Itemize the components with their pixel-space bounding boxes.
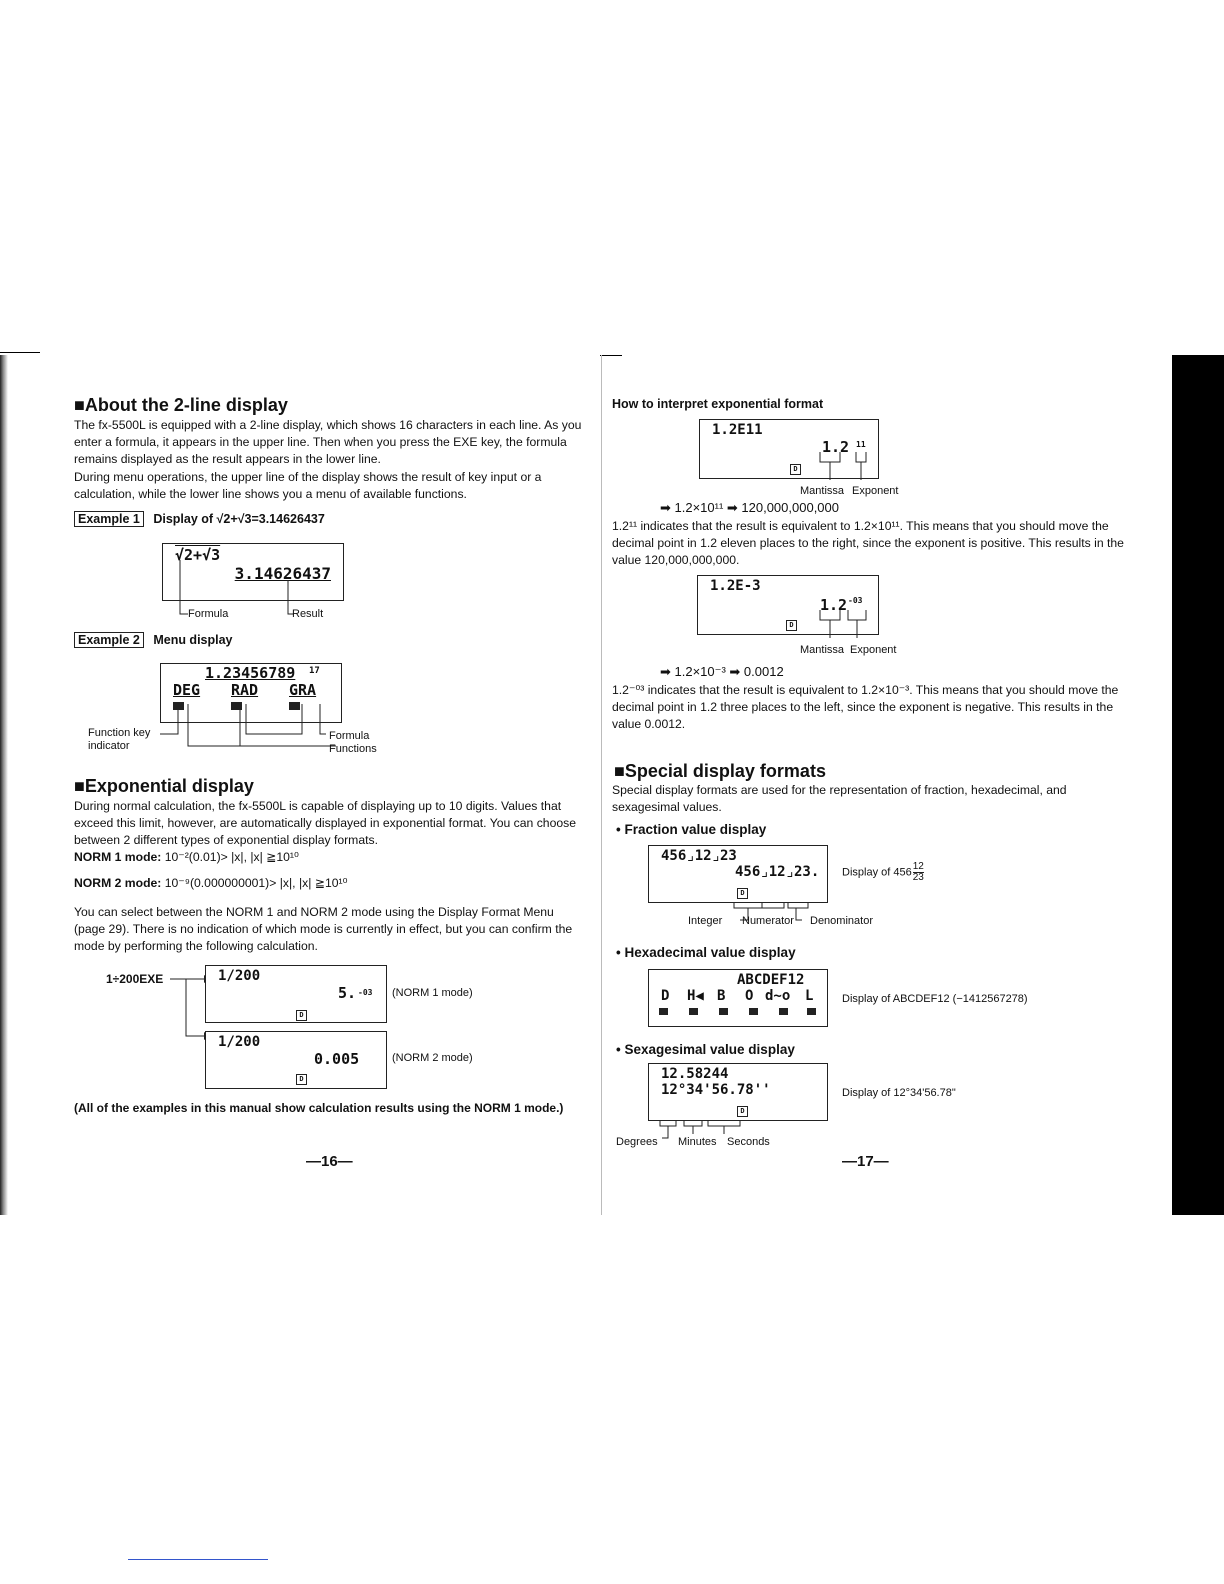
ex1-formula-label: Formula: [188, 608, 229, 620]
norm2-d-indicator: D: [296, 1074, 307, 1085]
exp-lcd1-exp: 11: [856, 440, 866, 449]
example2-label: Example 2: [74, 632, 144, 648]
sexagesimal-lcd: [648, 1063, 828, 1121]
exp2-mantissa-label: Mantissa: [800, 644, 845, 656]
fraction-lcd-bottom: 456⌟12⌟23.: [735, 864, 820, 880]
ex2-lcd-exp: 17: [309, 666, 320, 676]
norm2-expr: 10⁻⁹(0.000000001)> |x|, |x| ≧10¹⁰: [164, 876, 348, 890]
exp-paragraph-1: 1.2¹¹ indicates that the result is equivalent to 1.2×10¹¹. This means that you should move the decimal point in 1.2 eleven places to the right, since the exponent is positive. This results in the value 120,000,000,000.: [612, 519, 1124, 567]
example1-text: Display of √2+√3=3.14626437: [153, 512, 325, 526]
exp1-callout-lines: [818, 452, 878, 482]
norm2-lcd-bottom: 0.005: [314, 1050, 360, 1068]
crop-mark-left: [0, 352, 40, 353]
norm2-mode-label: (NORM 2 mode): [392, 1052, 473, 1064]
hex-menu-d: D: [661, 988, 670, 1004]
bottom-link-line: [128, 1559, 268, 1560]
norm2-lcd: [205, 1031, 387, 1089]
fraction-d-indicator: D: [737, 888, 748, 899]
norm1-d-indicator: D: [296, 1010, 307, 1021]
minutes-label: Minutes: [678, 1136, 717, 1148]
functions-label: Functions: [329, 743, 377, 755]
ex2-menu-deg: DEG: [173, 681, 201, 699]
exp2-callout-lines: [818, 610, 878, 640]
norm2-label: NORM 2 mode:: [74, 876, 162, 890]
right-edge-bar: [1172, 355, 1224, 1215]
fraction-display-label: Display of 456 $\frac{12}{23}$: [842, 861, 924, 883]
norm1-lcd-top: 1/200: [218, 968, 261, 984]
integer-label: Integer: [688, 915, 723, 927]
exp-lcd2-exp: -03: [848, 596, 863, 605]
about-paragraph: The fx-5500L is equipped with a 2-line display, which shows 16 characters in each line. As you enter a formula, it appears in the upper line. Then when you press the EXE key, the formula remains displayed as the result appears in the lower line.: [74, 418, 582, 466]
ex2-menu-gra: GRA: [289, 681, 317, 699]
crop-mark-center: [600, 355, 622, 356]
exp-lcd2-top: 1.2E-3: [710, 578, 761, 594]
hex-menu-dtoo: d~o: [765, 988, 791, 1004]
numerator-label: Numerator: [742, 915, 794, 927]
exp-lcd1-top: 1.2E11: [712, 422, 763, 438]
seconds-label: Seconds: [727, 1136, 770, 1148]
example2-text: Menu display: [153, 633, 233, 647]
left-edge-shadow: [0, 355, 8, 1215]
exp-paragraph-2: 1.2⁻⁰³ indicates that the result is equivalent to 1.2×10⁻³. This means that you should move the decimal point in 1.2 three places to the left, since the exponent is negative. This results in the value 0.0012.: [612, 683, 1119, 731]
example1-label: Example 1: [74, 511, 144, 527]
hex-f5-key: [779, 1008, 788, 1015]
hex-f2-key: [689, 1008, 698, 1015]
key-sequence-arrows: [170, 970, 210, 1045]
exp2-d-indicator: D: [786, 620, 797, 631]
norm1-lcd-exp: -03: [358, 988, 373, 997]
degrees-label: Degrees: [616, 1136, 658, 1148]
fraction-lcd-top: 456⌟12⌟23: [661, 848, 737, 864]
about-paragraph-2: During menu operations, the upper line of the display shows the result of key input or a calculation, while the lower line shows you a menu of available functions.: [74, 470, 542, 501]
hex-f1-key: [659, 1008, 668, 1015]
hex-lcd: [648, 969, 828, 1027]
norm1-label: NORM 1 mode:: [74, 850, 162, 864]
sexa-lcd-top: 12.58244: [661, 1066, 729, 1082]
example2-callout-lines: [150, 700, 340, 748]
ex2-menu-rad: RAD: [231, 681, 259, 699]
hex-menu-l: L: [805, 988, 814, 1004]
sexagesimal-heading: • Sexagesimal value display: [616, 1042, 795, 1057]
norm1-row: [74, 849, 299, 866]
fn-key-indicator-label: Function key indicator: [88, 727, 151, 752]
hex-menu-h: H◀: [687, 988, 704, 1004]
exp1-exponent-label: Exponent: [852, 485, 899, 497]
norm2-row: [74, 875, 347, 892]
norm1-mode-label: (NORM 1 mode): [392, 987, 473, 999]
exp2-exponent-label: Exponent: [850, 644, 897, 656]
arrow-line-2: ➡ 1.2×10⁻³ ➡ 0.0012: [660, 664, 784, 679]
hex-menu-o: O: [745, 988, 754, 1004]
norm1-expr: 10⁻²(0.01)> |x|, |x| ≧10¹⁰: [164, 850, 299, 864]
example1-row: [74, 512, 325, 526]
page-number-left: —16—: [306, 1153, 353, 1170]
special-heading: ■Special display formats: [614, 761, 826, 781]
denominator-label: Denominator: [810, 915, 873, 927]
exponential-paragraph: During normal calculation, the fx-5500L is capable of displaying up to 10 digits. Values that exceed this limit, however, are automatically displayed in exponential format. You can choose between 2 different types of exponential display formats.: [74, 799, 577, 847]
formula-label: Formula: [329, 730, 370, 742]
exp1-d-indicator: D: [790, 464, 801, 475]
key-sequence: 1÷200EXE: [106, 972, 164, 986]
page-number-right: —17—: [842, 1153, 889, 1170]
ex1-lcd-top: √2+√3: [175, 546, 221, 564]
fraction-denominator: 23: [912, 872, 924, 883]
exp1-mantissa-label: Mantissa: [800, 485, 845, 497]
special-paragraph: Special display formats are used for the representation of fraction, hexadecimal, and sexagesimal values.: [612, 783, 1067, 814]
sexa-lcd-bottom: 12°34'56.78'': [661, 1082, 771, 1098]
example2-row: [74, 633, 233, 647]
fraction-numerator: 12: [912, 861, 924, 872]
ex1-result-label: Result: [292, 608, 324, 620]
fraction-lcd: [648, 845, 828, 903]
sexa-display-label: Display of 12°34'56.78": [842, 1087, 956, 1099]
hex-heading: • Hexadecimal value display: [616, 945, 796, 960]
hex-f4-key: [749, 1008, 758, 1015]
nrm-note: (All of the examples in this manual show calculation results using the NORM 1 mode.): [74, 1101, 564, 1115]
exp-lcd2-bottom: 1.2: [820, 596, 848, 614]
norm1-lcd-bottom: 5.: [338, 984, 357, 1002]
ex1-lcd-bottom: 3.14626437: [234, 564, 331, 583]
fraction-heading: • Fraction value display: [616, 822, 767, 837]
hex-f3-key: [719, 1008, 728, 1015]
norm2-lcd-top: 1/200: [218, 1034, 261, 1050]
select-paragraph: You can select between the NORM 1 and NORM 2 mode using the Display Format Menu (page 29). There is no indication of which mode is currently in effect, but you can confirm the mode by performing the following calculation.: [74, 905, 573, 953]
sexa-d-indicator: D: [737, 1106, 748, 1117]
center-fold: [601, 355, 602, 1215]
arrow-line-1: ➡ 1.2×10¹¹ ➡ 120,000,000,000: [660, 500, 839, 515]
hex-f6-key: [807, 1008, 816, 1015]
ex2-lcd-top: 1.23456789: [205, 664, 296, 682]
hex-lcd-top: ABCDEF12: [737, 972, 805, 988]
about-heading: ■About the 2-line display: [74, 395, 288, 415]
how-to-heading: How to interpret exponential format: [612, 397, 824, 411]
hex-menu-b: B: [717, 988, 726, 1004]
exponential-heading: ■Exponential display: [74, 776, 254, 796]
norm1-lcd: [205, 965, 387, 1023]
exp-lcd1-bottom: 1.2: [822, 438, 850, 456]
hex-display-label: Display of ABCDEF12 (−1412567278): [842, 993, 1028, 1005]
